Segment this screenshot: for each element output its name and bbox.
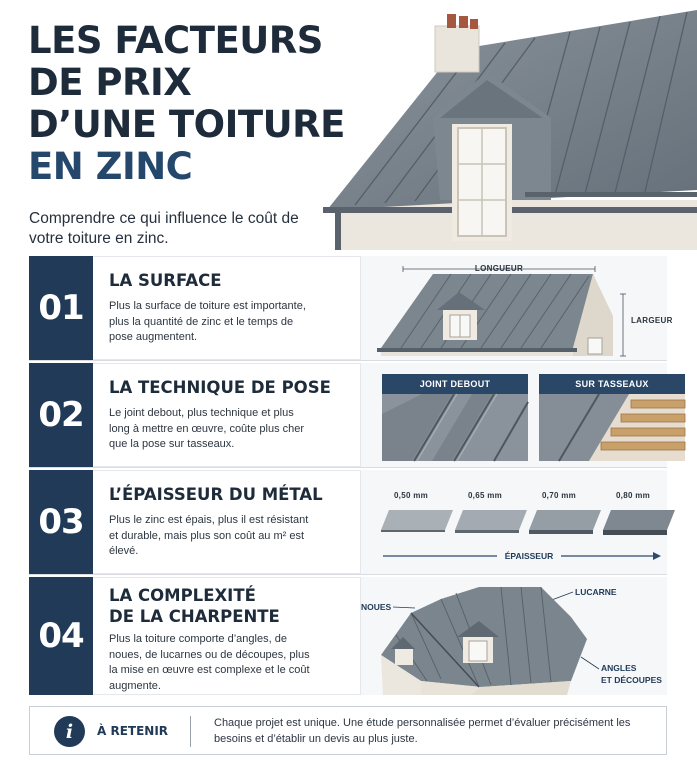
zinc-sheets (381, 510, 675, 535)
row-divider (29, 467, 667, 468)
surface-diagram (361, 256, 673, 360)
factor-description: Plus la toiture comporte d’angles, de noues, de lucarnes ou de découpes, plus la mise en œuvre est complexe et le coût augmente. (109, 633, 310, 692)
joint-debout-label: JOINT DEBOUT (382, 374, 528, 394)
factor-title: LA TECHNIQUE DE POSE (109, 378, 331, 397)
thickness-label-1: 0,50 mm (393, 491, 429, 500)
sur-tasseaux-label: SUR TASSEAUX (539, 374, 685, 394)
sur-tasseaux-illustration (539, 394, 685, 461)
thickness-sheets-illustration (361, 470, 667, 574)
thickness-label-2: 0,65 mm (467, 491, 503, 500)
surface-house-illustration (361, 256, 673, 360)
factor-title-line-2: DE LA CHARPENTE (109, 607, 280, 626)
row-divider (29, 360, 667, 361)
title-line-2: DE PRIX (28, 61, 192, 104)
factor-surface (29, 256, 673, 360)
lucarne-label: LUCARNE (575, 587, 617, 597)
thickness-label-3: 0,70 mm (541, 491, 577, 500)
factor-technique (29, 363, 667, 467)
thickness-diagram (361, 470, 667, 574)
page-subtitle: Comprendre ce qui influence le coût de votre toiture en zinc. (29, 210, 299, 247)
retain-title: À RETENIR (97, 724, 169, 738)
joint-debout-illustration (382, 394, 528, 461)
factor-description: Plus la surface de toiture est importante, plus la quantité de zinc et le temps de pose augmentent. (109, 300, 306, 343)
factor-title: L’ÉPAISSEUR DU MÉTAL (109, 485, 323, 504)
page-title (28, 20, 348, 188)
angles-label-line-2: ET DÉCOUPES (601, 675, 662, 685)
factor-card (93, 256, 361, 360)
title-line-4: EN ZINC (28, 145, 193, 188)
length-label: LONGUEUR (474, 264, 524, 273)
factor-card (93, 470, 361, 574)
angles-label-line-1: ANGLES (601, 663, 637, 673)
factor-thickness (29, 470, 667, 574)
noues-label: NOUES (361, 602, 392, 612)
title-line-1: LES FACTEURS (28, 19, 323, 62)
factor-card (93, 363, 361, 467)
factor-title: LA SURFACE (109, 271, 222, 290)
complexity-diagram (361, 577, 667, 695)
hero-section (0, 0, 697, 250)
info-icon: i (54, 716, 85, 747)
retain-separator (190, 716, 191, 747)
zinc-roof-house-illustration (315, 0, 697, 250)
factor-number: 01 (29, 256, 93, 360)
factor-number: 02 (29, 363, 93, 467)
complex-roof-illustration (361, 577, 667, 695)
factor-framework (29, 577, 667, 695)
factor-number: 03 (29, 470, 93, 574)
thickness-label-4: 0,80 mm (615, 491, 651, 500)
title-line-3: D’UNE TOITURE (28, 103, 345, 146)
retain-box (29, 706, 667, 755)
factor-description: Le joint debout, plus technique et plus long à mettre en œuvre, coûte plus cher que la pose sur tasseaux. (109, 407, 305, 450)
row-divider (29, 574, 667, 575)
thickness-axis-label: ÉPAISSEUR (504, 551, 554, 561)
factor-card (93, 577, 361, 695)
width-label: LARGEUR (631, 316, 673, 325)
retain-text: Chaque projet est unique. Une étude personnalisée permet d’évaluer précisément les besoins et d’établir un devis au plus juste. (214, 717, 631, 745)
factor-title-line-1: LA COMPLEXITÉ (109, 586, 256, 605)
factor-number: 04 (29, 577, 93, 695)
technique-diagram (361, 363, 667, 467)
factor-description: Plus le zinc est épais, plus il est résistant et durable, mais plus son coût au m² est élevé. (109, 514, 309, 557)
